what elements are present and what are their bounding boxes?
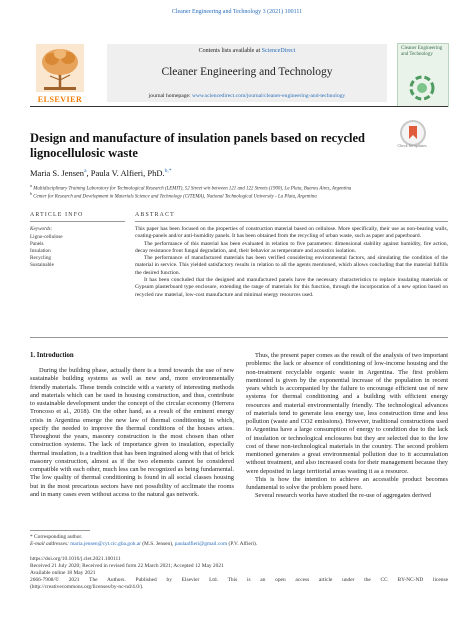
doi-link[interactable]: https://doi.org/10.1016/j.clet.2021.100111 <box>30 556 121 562</box>
article-info-rule <box>30 221 125 222</box>
abstract-end-rule <box>30 337 448 338</box>
abstract-paragraph: It has been concluded that the designed and manufactured panels have the necessary characteristics to replace insulating materials or Gypsum plasterboard type enclosure, extending the range of materials for this function, through the incorporation of a new option based on recycled raw material, low-cost manufacture and minimal energy resources used. <box>135 277 448 298</box>
journal-homepage: journal homepage: www.sciencedirect.com/journal/cleaner-engineering-and-technology <box>148 93 346 99</box>
article-info-heading: ARTICLE INFO <box>30 212 84 218</box>
journal-cover-title: Cleaner Engineering and Technology <box>401 46 443 57</box>
journal-title[interactable]: Cleaner Engineering and Technology <box>161 66 333 78</box>
abstract-paragraph: The performance of this material has been evaluated in relation to five parameters: dimensional stability against humidity, fire action, decay resistance front fungal degradation, and, their behavior as temperature and acoustics isolation. <box>135 240 448 254</box>
article-title: Design and manufacture of insulation panels based on recycled lignocellulosic waste <box>30 131 365 160</box>
author-affiliation-mark[interactable]: b,* <box>164 168 172 175</box>
body-paragraph: Several research works have studied the re-use of aggregates derived <box>255 492 432 500</box>
footnote-rule <box>30 530 90 531</box>
body-paragraph: During the building phase, actually there is a trend towards the use of new sustainable building systems as well as new and, more environmentally friendly materials. These trends coincide with a variety of interesting methods and materials which can be used in housing construction, and thus, contribute to sustainable development under the concept of the circular economy (Herrera Troncoso et al., 2018). On the other hand, as a result of the eminent energy crisis in Argentina emerge the new law of thermal conditioning in which, specify the needed to improve the thermal conditions of the houses arises. Throughout the years, masonry construction is the most chosen than other construction systems. The lack of importance given to insulation, especially thermal insulation, is a tradition that has been ingrained along with that of brick masonry construction, almost as if the two elements cannot be considered compatible with each other, much less can be recognized as being fundamental. The low quality of thermal conditioning is found in all social classes housing but in the most precarious sectors have not possibility of acclimate the rooms and in many cases even without access to the natural gas network. <box>30 367 234 498</box>
license-statement: 2666-7908/© 2021 The Authors. Published by Elsevier Ltd. This is an open access article under the CC BY-NC-ND license <box>30 577 448 583</box>
affiliation-a: $^a$ Multidisciplinary Training Laboratory for Technological Research (LEMIT), 52 Street w/n between 121 and 122 Streets (1900), La Plata, Buenos Aires, Argentina <box>30 183 352 192</box>
journal-homepage-link[interactable]: www.sciencedirect.com/journal/cleaner-engineering-and-technology <box>191 93 346 99</box>
elsevier-tree-logo <box>30 44 90 102</box>
bookmark-ribbon-icon <box>405 125 421 141</box>
abstract-heading: ABSTRACT <box>135 212 175 218</box>
author-name: Paula V. Alfieri, PhD. <box>90 168 165 178</box>
email-link[interactable]: paulaalfieri@gmail.com <box>174 541 228 547</box>
author-name: Maria S. Jensen <box>30 168 85 178</box>
author-list: Maria S. Jensen$^a$, Paula V. Alfieri, PhD.$^{b,*}$ <box>30 168 172 178</box>
corresponding-author-note: * Corresponding author. <box>30 534 83 540</box>
keyword-item: Sustainable <box>30 262 54 268</box>
keyword-item: Insulation <box>30 248 51 254</box>
abstract-paragraph: The performance of manufactured materials has been verified considering environmental factors, and simulating the condition of the material in service. This yielded satisfactory results in relation to all the agents mentioned, which allows concluding that the material fulfills the desired function. <box>135 255 448 276</box>
body-paragraph: This is how the intention to achieve an accessible product becomes fundamental to solve the problem posed here. <box>246 475 448 491</box>
contents-availability: Contents lists available at ScienceDirect <box>198 48 296 54</box>
body-paragraph: Thus, the present paper comes as the result of the analysis of two important problems: the lack or absence of conditioning of low-income housing and the non-treatment recyclable organic waste in Argentina. The first problem mentioned is given by the exponential increase of the population in recent years which is accompanied by the failure to encourage efficient use of new systems for thermal conditioning and a building with efficient energy resources and material environmentally friendly. The technological advances of materials tend to generate less energy use, less construction time and less pollution (waste and CO2 emissions). However, traditional constructions used in Argentina have a large consumption of energy to condition due to the lack of insulation or technological enclosures but they are selected due to the low cost of these non-technological materials in the country. The second problem mentioned generates a great environmental pollution due to it accumulation without treatment, and also increased costs for their management because they were deposited in large territorial areas wasting it as a resource. <box>246 352 448 475</box>
affiliation-b: $^b$ Center for Research and Development in Materials Science and Technology (CITEMA), National Technological University - La Plata, Argentina <box>30 191 317 200</box>
license-link[interactable]: (http://creativecommons.org/licenses/by-nc-nd/4.0/). <box>30 584 144 590</box>
header-rule <box>30 106 448 107</box>
section-heading-introduction: 1. Introduction <box>30 352 74 359</box>
keyword-item: Panels <box>30 241 44 247</box>
sciencedirect-link[interactable]: ScienceDirect <box>261 48 296 54</box>
publisher-name: ELSEVIER <box>37 95 83 104</box>
body-column-left <box>30 367 234 499</box>
body-column-right <box>246 352 448 501</box>
journal-reference[interactable]: Cleaner Engineering and Technology 3 (2021) 100111 <box>171 9 303 15</box>
abstract-body <box>135 226 448 299</box>
author-affiliation-mark[interactable]: a <box>84 168 87 175</box>
check-for-updates-label: Check for updates <box>397 143 427 148</box>
available-online-date: Available online 18 May 2021 <box>30 570 96 576</box>
email-addresses: E-mail addresses: maria.jensen@cyt.cic.gba.gob.ar (M.S. Jensen), paulaalfieri@gmail.com (P.V. Alfieri). <box>30 541 258 547</box>
cover-circle-graphic-icon <box>406 74 438 102</box>
keyword-item: Ligno-cellulose <box>30 234 63 240</box>
keyword-item: Recycling <box>30 255 52 261</box>
abstract-rule <box>135 221 448 222</box>
email-link[interactable]: maria.jensen@cyt.cic.gba.gob.ar <box>70 541 141 547</box>
keywords-label: Keywords: <box>30 226 53 232</box>
received-dates: Received 21 July 2020; Received in revised form 22 March 2021; Accepted 12 May 2021 <box>30 563 224 569</box>
abstract-paragraph: This paper has been focused on the properties of construction material based on cellulose. More specifically, their use as non-bearing walls, coating-panels and/or anti-humidity panels. It has been obtained from the recycling of urban waste, such as paper and paperboard. <box>135 226 448 240</box>
